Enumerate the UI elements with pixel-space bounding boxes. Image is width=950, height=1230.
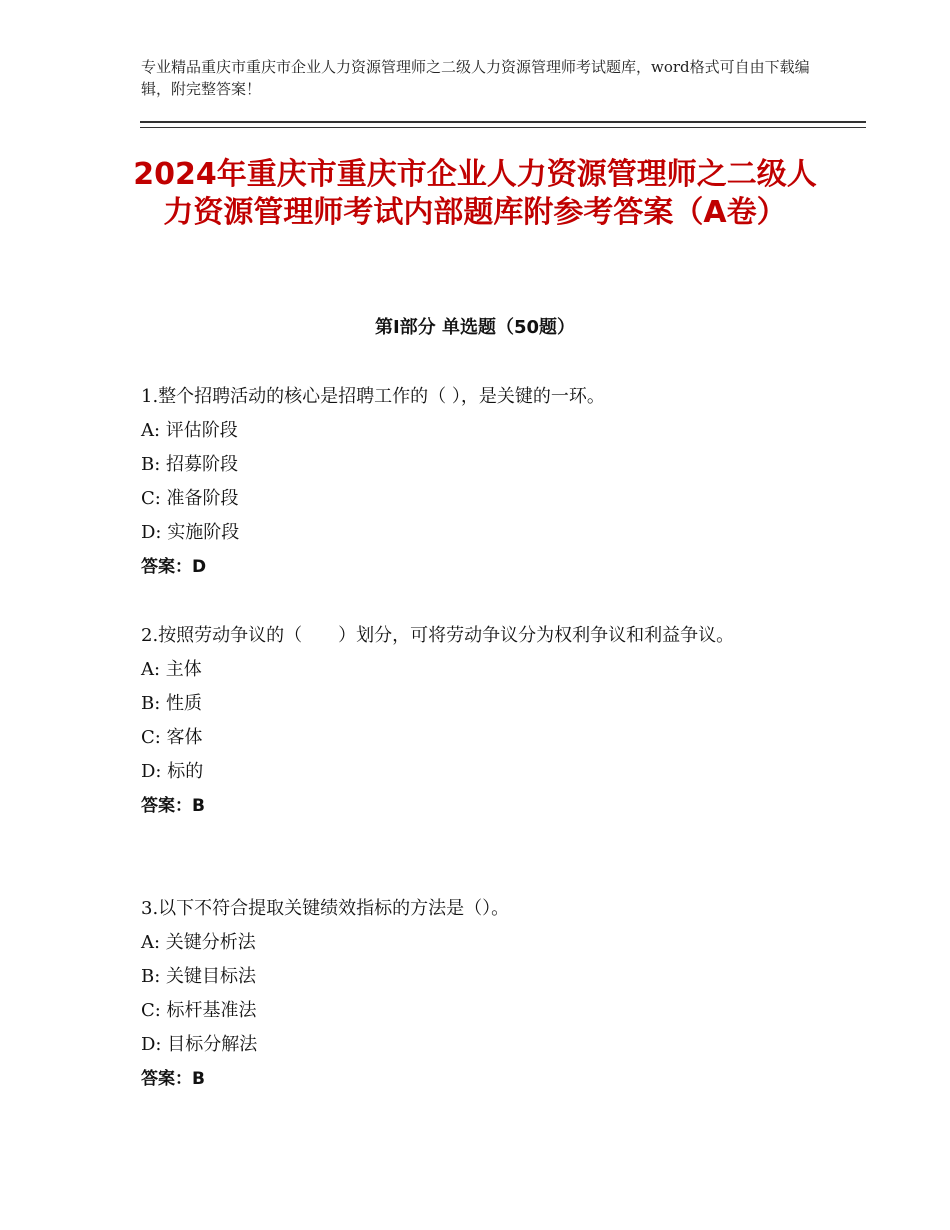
option-d: D: 标的 bbox=[141, 761, 204, 782]
header-note: 专业精品重庆市重庆市企业人力资源管理师之二级人力资源管理师考试题库，word格式可自由下载编辑，附完整答案！ bbox=[141, 58, 810, 98]
option-a: A: 评估阶段 bbox=[141, 420, 238, 441]
answer: 答案：B bbox=[141, 1069, 205, 1089]
header-divider bbox=[140, 121, 866, 128]
option-b: B: 性质 bbox=[141, 693, 203, 714]
answer: 答案：B bbox=[141, 796, 205, 816]
option-a: A: 主体 bbox=[141, 659, 202, 680]
question-3 bbox=[141, 892, 821, 1096]
option-b: B: 关键目标法 bbox=[141, 966, 257, 987]
question-stem: 2.按照劳动争议的（ ）划分，可将劳动争议分为权利争议和利益争议。 bbox=[141, 625, 735, 646]
option-a: A: 关键分析法 bbox=[141, 932, 256, 953]
document-title: 2024年重庆市重庆市企业人力资源管理师之二级人力资源管理师考试内部题库附参考答案（A卷） bbox=[133, 157, 817, 230]
question-stem: 3.以下不符合提取关键绩效指标的方法是（）。 bbox=[141, 898, 510, 919]
question-1 bbox=[141, 380, 821, 584]
question-stem: 1.整个招聘活动的核心是招聘工作的（ ），是关键的一环。 bbox=[141, 386, 605, 407]
question-2 bbox=[141, 619, 821, 823]
option-d: D: 目标分解法 bbox=[141, 1034, 258, 1055]
option-c: C: 客体 bbox=[141, 727, 203, 748]
option-c: C: 准备阶段 bbox=[141, 488, 239, 509]
option-c: C: 标杆基准法 bbox=[141, 1000, 257, 1021]
answer: 答案：D bbox=[141, 557, 207, 577]
section-title: 第Ⅰ部分 单选题（50题） bbox=[374, 317, 575, 338]
option-b: B: 招募阶段 bbox=[141, 454, 239, 475]
option-d: D: 实施阶段 bbox=[141, 522, 240, 543]
